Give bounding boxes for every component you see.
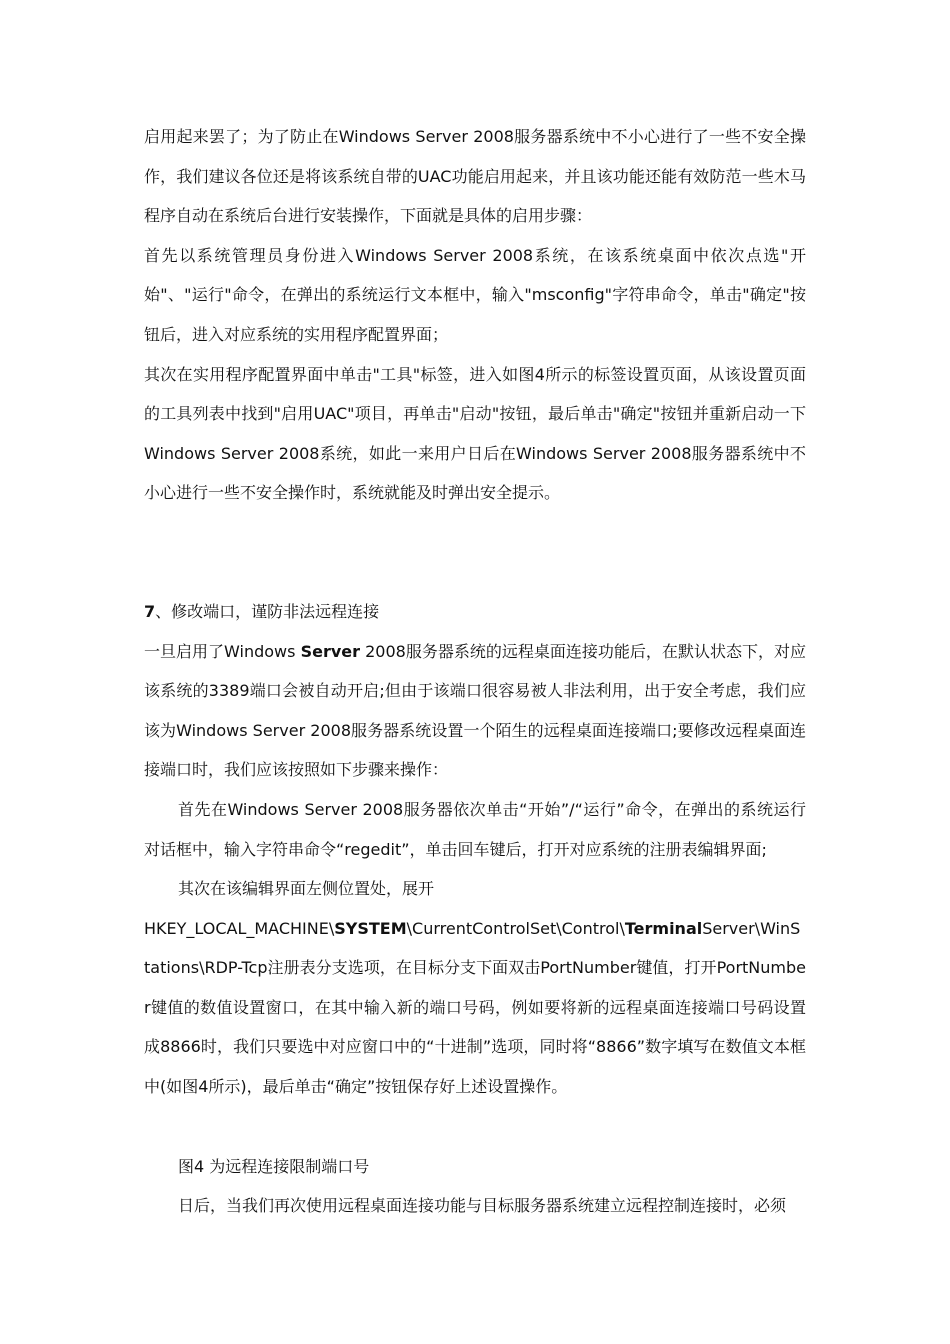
registry-path-part-c: \CurrentControlSet\Control\: [406, 918, 625, 938]
port-paragraph-intro: [144, 632, 806, 790]
registry-path-bold-terminal: Terminal: [624, 918, 703, 938]
port-paragraph-step1: 首先在Windows Server 2008服务器依次单击“开始”/“运行”命令，在弹出的系统运行对话框中，输入字符串命令“regedit”，单击回车键后，打开对应系统的注册表编辑界面;: [144, 799, 806, 859]
section-spacer: [144, 513, 806, 592]
uac-paragraph-intro: 启用起来罢了；为了防止在Windows Server 2008服务器系统中不小心进行了一些不安全操作，我们建议各位还是将该系统自带的UAC功能启用起来，并且该功能还能有效防范一些木马程序自动在系统后台进行安装操作，下面就是具体的启用步骤：: [144, 127, 806, 226]
port-intro-bold-server: Server: [300, 641, 360, 661]
section-heading-text: 、修改端口，谨防非法远程连接: [155, 601, 380, 621]
uac-paragraph-step2: 其次在实用程序配置界面中单击"工具"标签，进入如图4所示的标签设置页面，从该设置页面的工具列表中找到"启用UAC"项目，再单击"启动"按钮，最后单击"确定"按钮并重新启动一下Windows Server 2008系统，如此一来用户日后在Windows Server 2008服务器系统中不小心进行一些不安全操作时，系统就能及时弹出安全提示。: [144, 364, 806, 503]
caption-spacer: [144, 1107, 806, 1147]
section-heading: [144, 592, 806, 632]
figure-caption: 图4 为远程连接限制端口号: [178, 1156, 370, 1176]
port-intro-part-c: 2008服务器系统的远程桌面连接功能后，在默认状态下，对应该系统的3389端口会被自动开启;但由于该端口很容易被人非法利用，出于安全考虑，我们应该为Windows Server 2008服务器系统设置一个陌生的远程桌面连接端口;要修改远程桌面连接端口时，我们应该按照如下步骤来操作：: [144, 641, 806, 780]
registry-path-paragraph: [144, 909, 806, 1107]
registry-path-part-e: Server\WinStations\RDP-Tcp注册表分支选项，在目标分支下面双击PortNumber键值，打开PortNumber键值的数值设置窗口，在其中输入新的端口号码，例如要将新的远程桌面连接端口号码设置成8866时，我们只要选中对应窗口中的“十进制”选项，同时将“8866”数字填写在数值文本框中(如图4所示)，最后单击“确定”按钮保存好上述设置操作。: [144, 918, 806, 1097]
port-paragraph-final: 日后，当我们再次使用远程桌面连接功能与目标服务器系统建立远程控制连接时，必须: [178, 1196, 787, 1216]
registry-path-part-a: HKEY_LOCAL_MACHINE\: [144, 918, 335, 938]
uac-paragraph-step1: 首先以系统管理员身份进入Windows Server 2008系统，在该系统桌面中依次点选"开始"、"运行"命令，在弹出的系统运行文本框中，输入"msconfig"字符串命令，单击"确定"按钮后，进入对应系统的实用程序配置界面；: [144, 245, 806, 344]
registry-path-bold-system: SYSTEM: [334, 918, 407, 938]
section-heading-number: 7: [144, 601, 156, 621]
port-paragraph-step2: 其次在该编辑界面左侧位置处，展开: [178, 879, 435, 899]
port-intro-part-a: 一旦启用了Windows: [144, 641, 301, 661]
document-body: [144, 117, 806, 1226]
